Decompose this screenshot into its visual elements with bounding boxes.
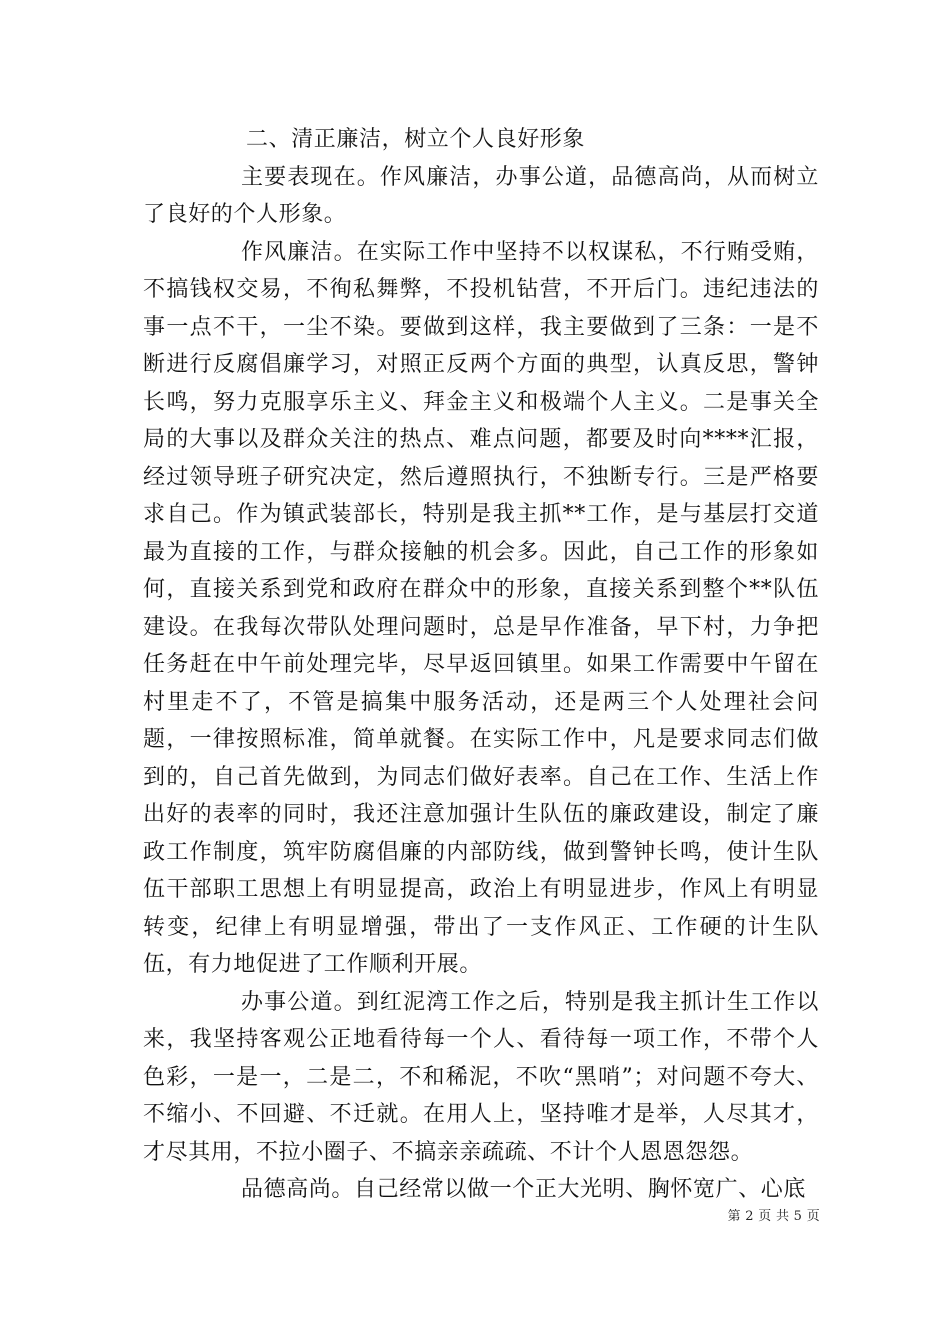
document-body: [143, 121, 819, 1209]
paragraph-integrity: 作风廉洁。在实际工作中坚持不以权谋私，不行贿受贿，不搞钱权交易，不徇私舞弊，不投机钻营，不开后门。违纪违法的事一点不干，一尘不染。要做到这样，我主要做到了三条：一是不断进行反腐倡廉学习，对照正反两个方面的典型，认真反思，警钟长鸣，努力克服享乐主义、拜金主义和极端个人主义。二是事关全局的大事以及群众关注的热点、难点问题，都要及时向****汇报，经过领导班子研究决定，然后遵照执行，不独断专行。三是严格要求自己。作为镇武装部长，特别是我主抓**工作，是与基层打交道最为直接的工作，与群众接触的机会多。因此，自己工作的形象如何，直接关系到党和政府在群众中的形象，直接关系到整个**队伍建设。在我每次带队处理问题时，总是早作准备，早下村，力争把任务赶在中午前处理完毕，尽早返回镇里。如果工作需要中午留在村里走不了，不管是搞集中服务活动，还是两三个人处理社会问题，一律按照标准，简单就餐。在实际工作中，凡是要求同志们做到的，自己首先做到，为同志们做好表率。自己在工作、生活上作出好的表率的同时，我还注意加强计生队伍的廉政建设，制定了廉政工作制度，筑牢防腐倡廉的内部防线，做到警钟长鸣，使计生队伍干部职工思想上有明显提高，政治上有明显进步，作风上有明显转变，纪律上有明显增强，带出了一支作风正、工作硬的计生队伍，有力地促进了工作顺利开展。: [143, 239, 819, 977]
paragraph-intro: 主要表现在。作风廉洁，办事公道，品德高尚，从而树立了良好的个人形象。: [143, 164, 819, 227]
section-heading: 二、清正廉洁，树立个人良好形象: [246, 127, 586, 152]
page-number: 第 2 页 共 5 页: [727, 1209, 820, 1224]
paragraph-morality: 品德高尚。自己经常以做一个正大光明、胸怀宽广、心底: [241, 1177, 807, 1202]
paragraph-fairness: 办事公道。到红泥湾工作之后，特别是我主抓计生工作以来，我坚持客观公正地看待每一个人、看待每一项工作，不带个人色彩，一是一，二是二，不和稀泥，不吹“黑哨”；对问题不夸大、不缩小、不回避、不迁就。在用人上，坚持唯才是举，人尽其才，才尽其用，不拉小圈子、不搞亲亲疏疏、不计个人恩恩怨怨。: [143, 989, 819, 1165]
